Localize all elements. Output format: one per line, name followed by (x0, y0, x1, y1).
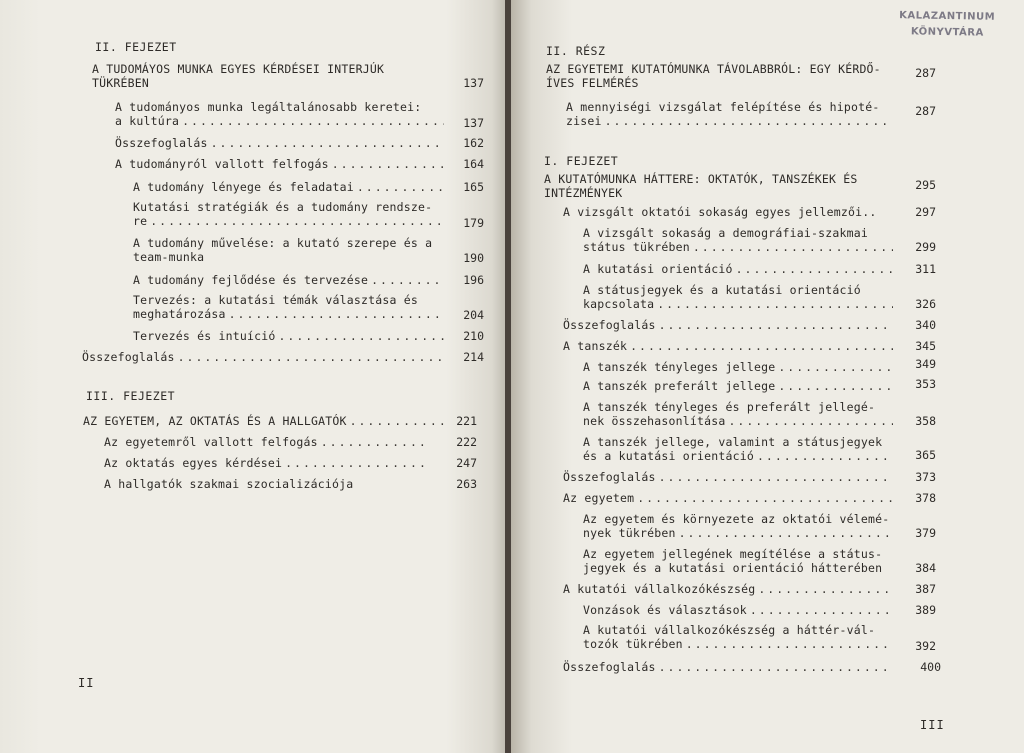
chapter-heading: III. FEJEZET (86, 389, 176, 403)
toc-entry: Vonzások és választások ..... (583, 603, 893, 617)
library-stamp: KALAZANTINUM KÖNYVTÁRA (899, 10, 996, 39)
toc-entry: A tudományról vallott felfogás ..... (115, 157, 444, 171)
toc-entry: A tanszék ..... (563, 339, 893, 353)
toc-entry: AZ EGYETEM, AZ OKTATÁS ÉS A HALLGATÓK ..... (83, 414, 444, 428)
toc-entry: A tanszék preferált jellege ..... (583, 379, 893, 393)
chapter-heading: I. FEJEZET (544, 154, 619, 168)
page-number: 340 (915, 318, 936, 332)
page-number: 287 (915, 66, 936, 80)
chapter-heading: II. FEJEZET (95, 40, 177, 54)
toc-entry: Tervezés és intuíció ..... (133, 329, 444, 343)
toc-entry: A kutatási orientáció ..... (583, 262, 893, 276)
page-number: 400 (920, 660, 941, 674)
page-number: 345 (915, 339, 936, 353)
page-number: 379 (915, 526, 936, 540)
page-number: 299 (915, 240, 936, 254)
page-number: 247 (456, 456, 477, 470)
left-page (0, 0, 507, 753)
toc-entry: Az egyetem és környezete az oktatói vélemé- nyek tükrében ..... (583, 512, 893, 540)
toc-entry: Az egyetem jellegének megítélése a státus- jegyek és a kutatási orientáció hátterében (583, 547, 883, 575)
page-number: 164 (463, 157, 484, 171)
page-number: 222 (456, 435, 477, 449)
page-number: 373 (915, 470, 936, 484)
right-page (511, 0, 1024, 753)
toc-entry: Az egyetemről vallott felfogás ..... (104, 435, 424, 449)
page-number: 392 (915, 639, 936, 653)
page-number: 384 (915, 561, 936, 575)
page-number: 137 (463, 116, 484, 130)
page-number: 162 (463, 136, 484, 150)
page-number: 263 (456, 477, 477, 491)
page-number: 353 (915, 377, 936, 391)
toc-entry: A vizsgált sokaság a demográfiai-szakmai státus tükrében ..... (583, 226, 893, 254)
toc-entry: A státusjegyek és a kutatási orientáció kapcsolata ..... (583, 283, 893, 311)
page-number: 287 (915, 104, 936, 118)
page-folio: III (920, 718, 945, 732)
toc-entry: A tudomány fejlődése és tervezése ..... (133, 273, 444, 287)
toc-entry: Összefoglalás ..... (563, 318, 893, 332)
page-number: 210 (463, 329, 484, 343)
toc-entry: AZ EGYETEMI KUTATÓMUNKA TÁVOLABBRÓL: EGY KÉRDŐ- ÍVES FELMÉRÉS (546, 62, 881, 90)
page-number: 165 (463, 180, 484, 194)
part-heading: II. RÉSZ (546, 44, 606, 58)
page-number: 204 (463, 308, 484, 322)
page-number: 378 (915, 491, 936, 505)
toc-entry: A tanszék tényleges jellege ..... (583, 360, 893, 374)
toc-entry: A tanszék jellege, valamint a státusjegyek és a kutatási orientáció ..... (583, 435, 893, 463)
page-number: 349 (915, 357, 936, 371)
toc-entry: A kutatói vállalkozókészség ..... (563, 582, 893, 596)
page-number: 190 (463, 251, 484, 265)
toc-entry: A TUDOMÁYOS MUNKA EGYES KÉRDÉSEI INTERJÚK TÜKRÉBEN (92, 62, 385, 90)
toc-entry: A tudomány művelése: a kutató szerepe és a team-munka (133, 236, 433, 264)
page-number: 365 (915, 448, 936, 462)
toc-entry: Összefoglalás ..... (563, 470, 893, 484)
page-number: 358 (915, 414, 936, 428)
toc-entry: A mennyiségi vizsgálat felépítése és hipoté- zisei ..... (566, 100, 891, 128)
toc-entry: A KUTATÓMUNKA HÁTTERE: OKTATÓK, TANSZÉKEK ÉS INTÉZMÉNYEK (544, 172, 858, 200)
page-number: 326 (915, 297, 936, 311)
page-number: 389 (915, 603, 936, 617)
page-number: 221 (456, 414, 477, 428)
toc-entry: Összefoglalás ..... (563, 660, 893, 674)
toc-entry: Összefoglalás ..... (82, 350, 444, 364)
toc-entry: Az oktatás egyes kérdései ..... (104, 456, 424, 470)
page-number: 137 (463, 76, 484, 90)
toc-entry: Összefoglalás ..... (115, 136, 444, 150)
page-number: 387 (915, 582, 936, 596)
page-number: 297 (915, 205, 936, 219)
toc-entry: A tudományos munka legáltalánosabb keretei: a kultúra ..... (115, 100, 444, 128)
page-number: 295 (915, 178, 936, 192)
page-number: 214 (463, 350, 484, 364)
page-number: 179 (463, 216, 484, 230)
toc-entry: A tanszék tényleges és preferált jellegé- nek összehasonlítása ..... (583, 400, 893, 428)
toc-entry: A vizsgált oktatói sokaság egyes jellemzői.. (563, 205, 877, 219)
toc-entry: Az egyetem ..... (563, 491, 893, 505)
toc-entry: Tervezés: a kutatási témák választása és meghatározása ..... (133, 293, 444, 321)
toc-entry: A kutatói vállalkozókészség a háttér-vál- tozók tükrében ..... (583, 623, 893, 651)
page-number: 311 (915, 262, 936, 276)
page-folio: II (78, 676, 95, 690)
page-number: 196 (463, 273, 484, 287)
toc-entry: A tudomány lényege és feladatai ..... (133, 180, 444, 194)
toc-entry: A hallgatók szakmai szocializációja (104, 477, 354, 491)
toc-entry: Kutatási stratégiák és a tudomány rendsze- re ..... (133, 200, 444, 228)
